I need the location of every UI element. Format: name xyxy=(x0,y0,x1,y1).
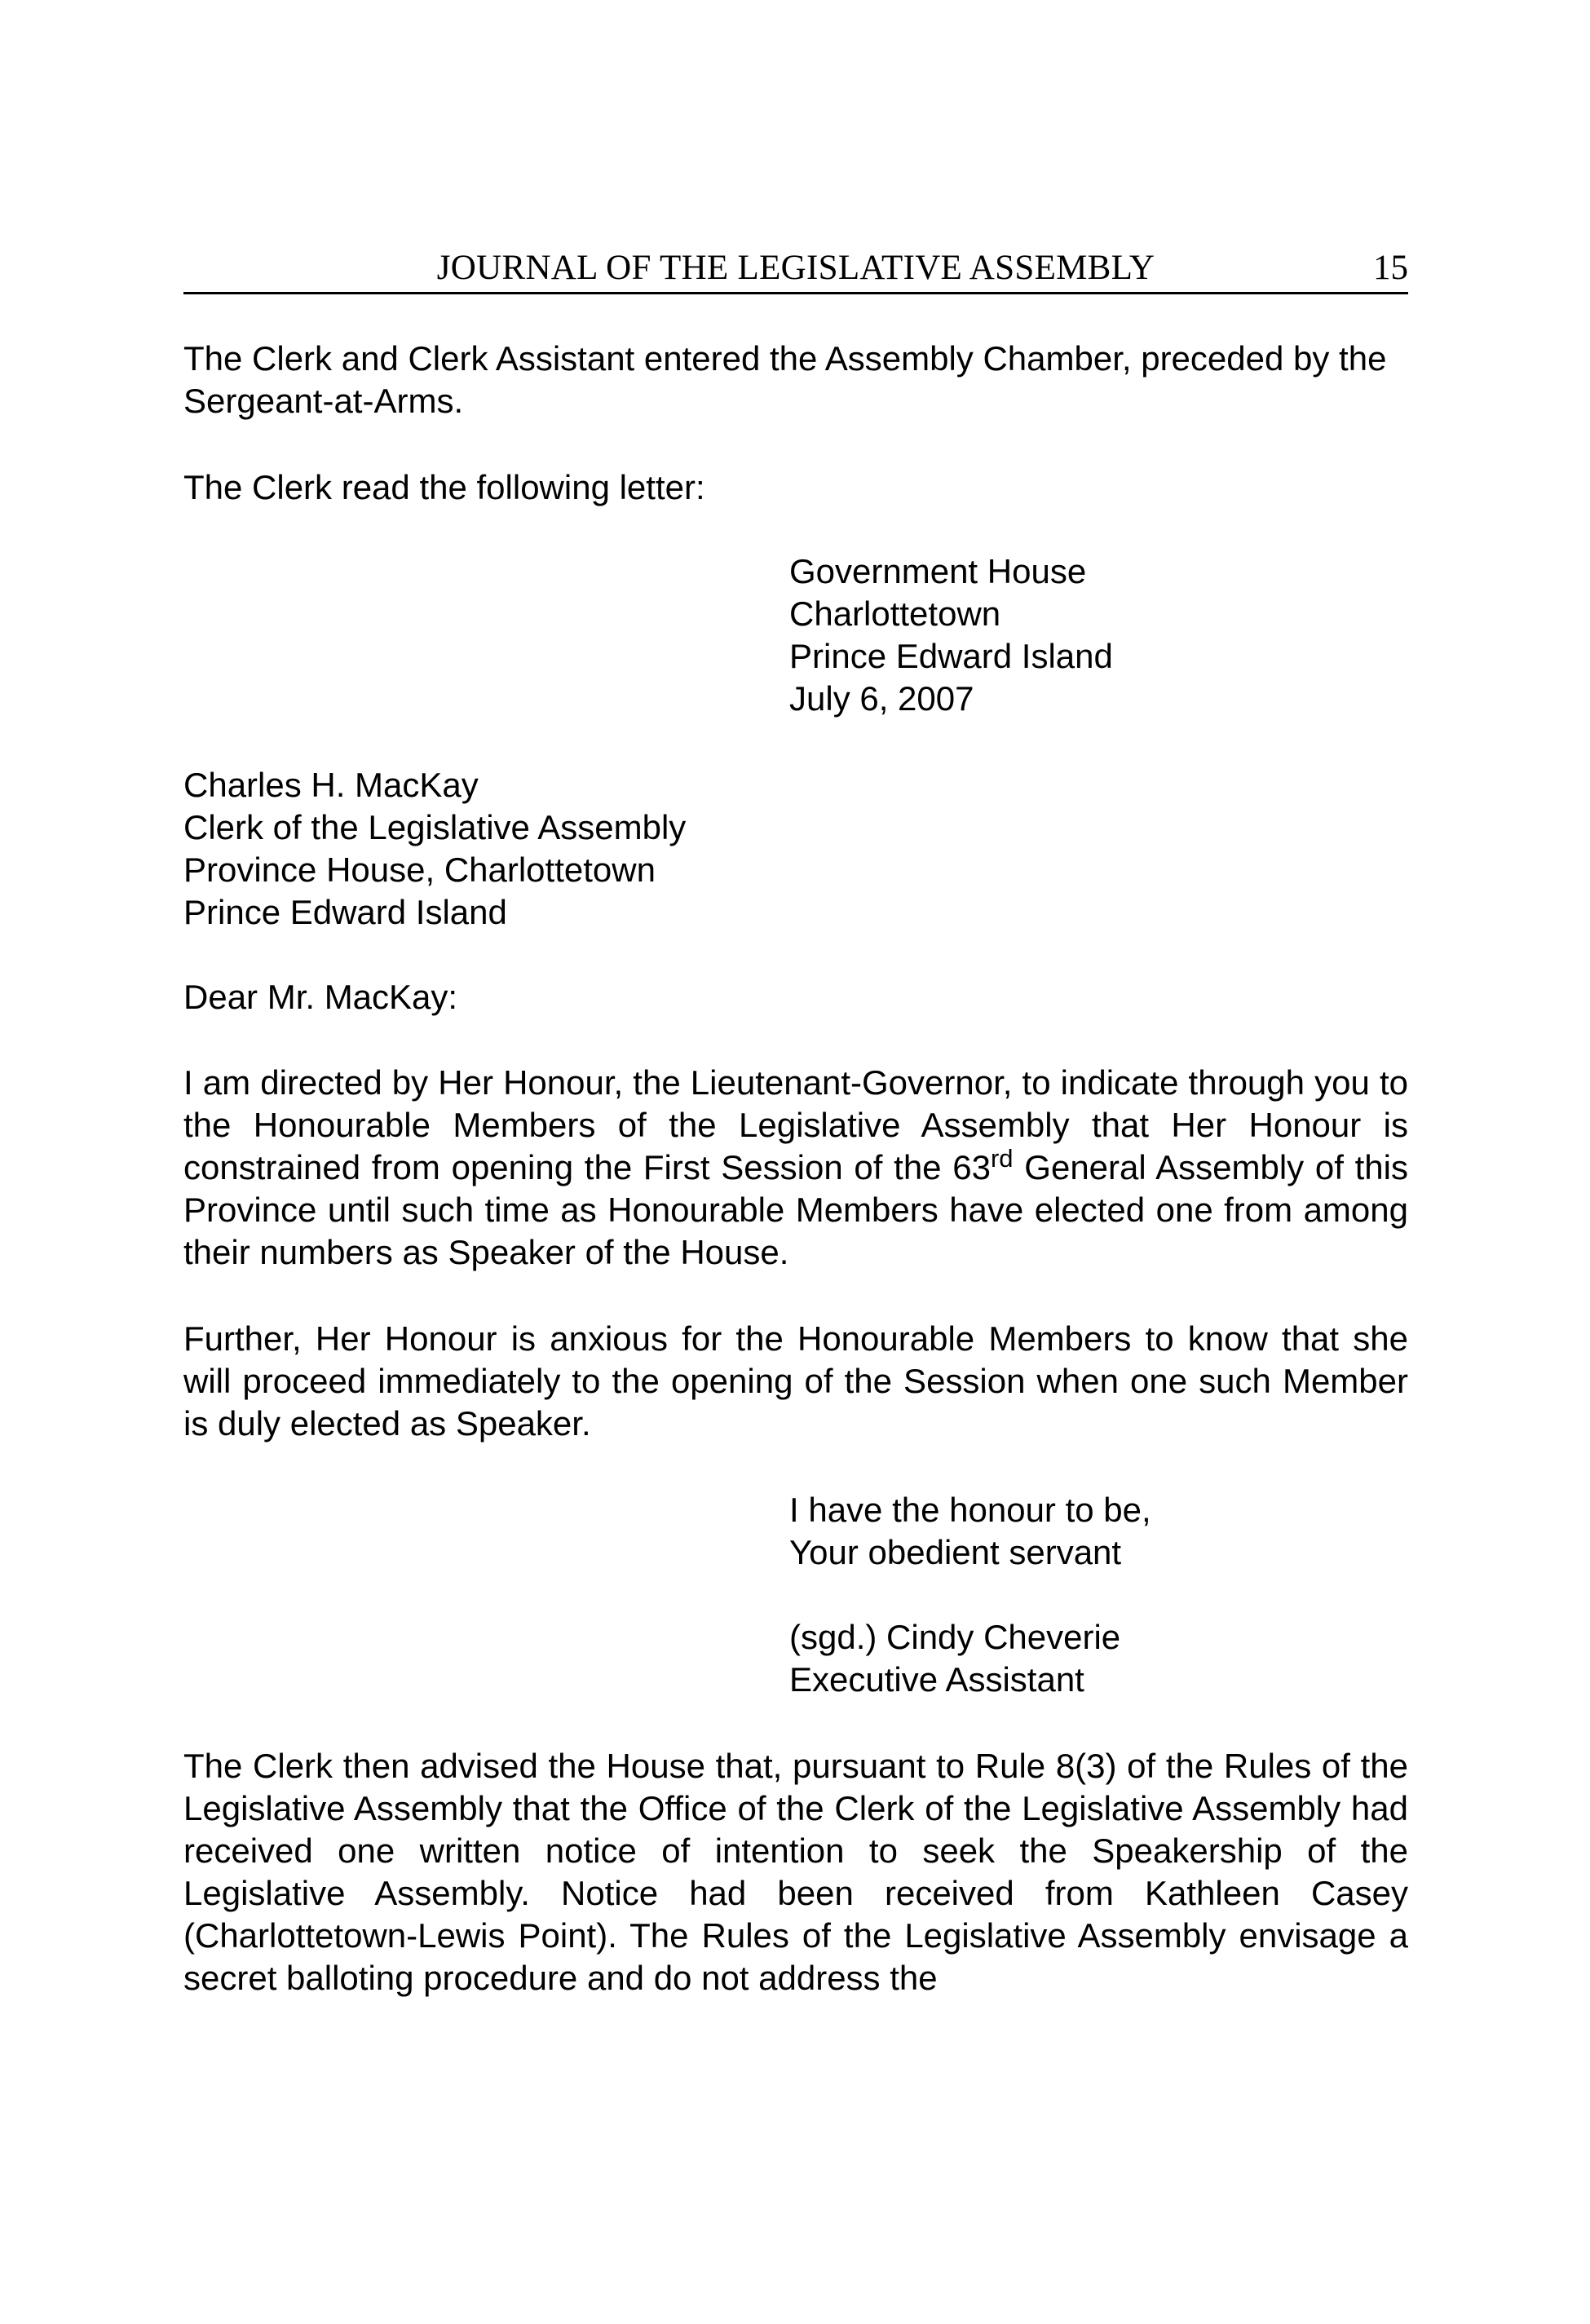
ordinal-superscript: rd xyxy=(990,1144,1014,1173)
signature-line: (sgd.) Cindy Cheverie xyxy=(789,1618,1121,1656)
letter-paragraph-2: Further, Her Honour is anxious for the Honourable Members to know that she will proceed immediately to the opening of the Session when one such Member is duly elected as Speaker. xyxy=(183,1319,1408,1443)
sender-address-line: Government House xyxy=(789,552,1087,590)
letter-paragraph-1-text: I am directed by Her Honour, the Lieutenant-Governor, to indicate through you to the Honourable Members of the Legislative Assembly that Her Honour is constrained from opening the First Session of the 63 xyxy=(183,1063,1408,1186)
letter-paragraph-1-text-end: General Assembly of this Province until such time as Honourable Members have elected one from among their numbers as Speaker of the House. xyxy=(183,1148,1408,1271)
recipient-address-line: Prince Edward Island xyxy=(183,893,507,931)
closing-line: I have the honour to be, xyxy=(789,1491,1151,1529)
letter-closing xyxy=(789,1489,1151,1574)
recipient-address-line: Clerk of the Legislative Assembly xyxy=(183,808,687,846)
paragraph-entry: The Clerk and Clerk Assistant entered the Assembly Chamber, preceded by the Sergeant-at-Arms. xyxy=(183,339,1387,420)
signature-title: Executive Assistant xyxy=(789,1660,1084,1699)
paragraph-read-letter: The Clerk read the following letter: xyxy=(183,468,705,506)
sender-address-line: Prince Edward Island xyxy=(789,637,1113,675)
journal-title: JOURNAL OF THE LEGISLATIVE ASSEMBLY xyxy=(436,249,1155,287)
paragraph-advised: The Clerk then advised the House that, pursuant to Rule 8(3) of the Rules of the Legislative Assembly that the Office of the Clerk of the Legislative Assembly had received one written notice of intention to seek the Speakership of the Legislative Assembly. Notice had been received from Kathleen Casey (Charlottetown-Lewis Point). The Rules of the Legislative Assembly envisage a secret balloting procedure and do not address the xyxy=(183,1747,1408,1997)
recipient-address-line: Charles H. MacKay xyxy=(183,766,479,804)
letter-salutation: Dear Mr. MacKay: xyxy=(183,978,458,1016)
sender-address xyxy=(789,550,1113,720)
letter-paragraph-1 xyxy=(183,1062,1408,1274)
closing-line: Your obedient servant xyxy=(789,1533,1122,1571)
running-header xyxy=(183,245,1408,294)
letter-date: July 6, 2007 xyxy=(789,679,974,718)
page-number: 15 xyxy=(1373,249,1408,287)
letter-signature xyxy=(789,1616,1120,1701)
sender-address-line: Charlottetown xyxy=(789,594,1001,633)
recipient-address-line: Province House, Charlottetown xyxy=(183,851,656,889)
recipient-address xyxy=(183,764,686,934)
